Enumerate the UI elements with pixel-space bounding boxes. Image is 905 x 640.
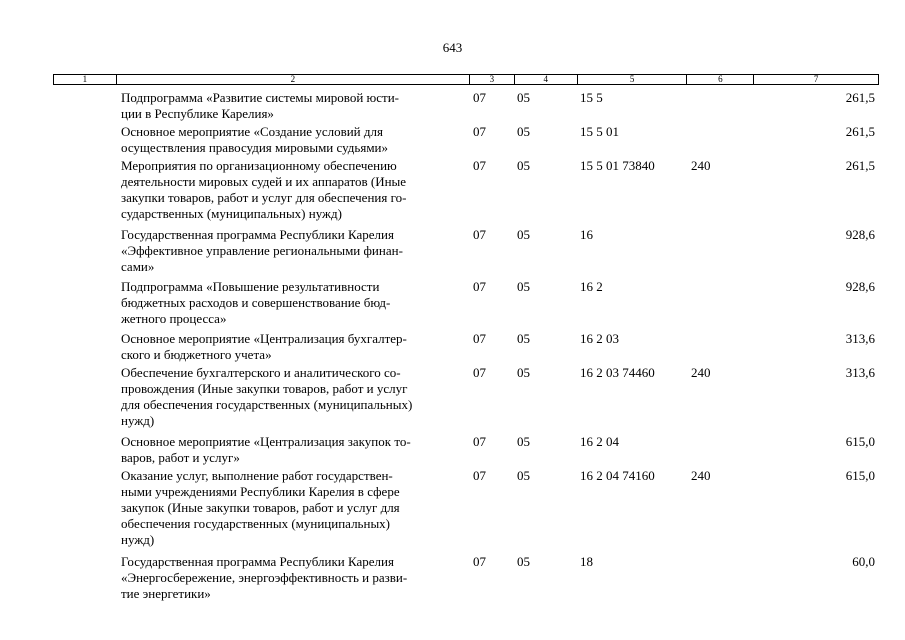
row-target-code: 18 [580,554,593,569]
row-amount: 313,6 [845,365,875,380]
row-amount: 928,6 [845,227,875,242]
row-section: 07 [473,434,486,449]
table-row [0,468,905,554]
header-col-3: 3 [470,75,515,84]
header-col-5: 5 [578,75,688,84]
row-expense-type: 240 [691,158,711,173]
row-section: 07 [473,365,486,380]
table-row [0,365,905,434]
row-description: Обеспечение бухгалтерского и аналитического со- провождения (Иные закупки товаров, работ и услуг для обеспечения государственных (муниципальных) нужд) [121,365,413,428]
header-col-7: 7 [813,74,819,84]
row-description: Основное мероприятие «Централизация закупок то- варов, работ и услуг» [121,434,411,465]
table-row [0,554,905,606]
row-subsection: 05 [517,227,530,242]
table-row [0,331,905,365]
header-col-4: 4 [515,75,578,84]
row-subsection: 05 [517,279,530,294]
row-subsection: 05 [517,365,530,380]
row-description: Подпрограмма «Повышение результативности бюджетных расходов и совершенствование бюд- жетного процесса» [121,279,391,326]
row-description: Основное мероприятие «Создание условий для осуществления правосудия мировыми судьями» [121,124,389,155]
row-section: 07 [473,90,486,105]
row-description: Мероприятия по организационному обеспечению деятельности мировых судей и их аппаратов (Иные закупки товаров, работ и услуг для обеспечения го- сударственных (муниципальных) нужд) [121,158,407,221]
page-number: 643 [442,40,463,55]
header-col-6: 6 [687,75,754,84]
row-expense-type: 240 [691,365,711,380]
row-section: 07 [473,158,486,173]
table-row [0,124,905,158]
row-section: 07 [473,554,486,569]
row-description: Государственная программа Республики Карелия «Энергосбережение, энергоэффективность и разви- тие энергетики» [121,554,408,601]
row-amount: 261,5 [845,124,875,139]
row-target-code: 15 5 01 [580,124,619,139]
row-expense-type: 240 [691,468,711,483]
row-subsection: 05 [517,554,530,569]
row-target-code: 15 5 01 73840 [580,158,655,173]
row-amount: 615,0 [845,434,875,449]
row-description: Подпрограмма «Развитие системы мировой юсти- ции в Республике Карелия» [121,90,400,121]
row-subsection: 05 [517,90,530,105]
row-target-code: 16 [580,227,593,242]
row-subsection: 05 [517,434,530,449]
row-description: Основное мероприятие «Централизация бухгалтер- ского и бюджетного учета» [121,331,407,362]
row-amount: 928,6 [845,279,875,294]
table-row [0,158,905,227]
row-target-code: 16 2 03 74460 [580,365,655,380]
row-amount: 261,5 [845,90,875,105]
row-amount: 615,0 [845,468,875,483]
row-subsection: 05 [517,158,530,173]
row-description: Оказание услуг, выполнение работ государствен- ными учреждениями Республики Карелия в сфере закупок (Иные закупки товаров, работ и услуг для обеспечения государственных (муниципальных) нужд) [121,468,400,547]
table-row [0,279,905,331]
row-target-code: 16 2 04 [580,434,619,449]
row-section: 07 [473,468,486,483]
row-section: 07 [473,124,486,139]
row-amount: 60,0 [852,554,875,569]
row-section: 07 [473,331,486,346]
table-row [0,227,905,279]
table-header [53,74,879,85]
row-section: 07 [473,227,486,242]
row-subsection: 05 [517,468,530,483]
row-amount: 261,5 [845,158,875,173]
table-body [0,90,905,606]
row-target-code: 15 5 [580,90,603,105]
row-section: 07 [473,279,486,294]
row-description: Государственная программа Республики Карелия «Эффективное управление региональными финан- сами» [121,227,403,274]
row-target-code: 16 2 04 74160 [580,468,655,483]
header-col-2: 2 [117,75,470,84]
row-target-code: 16 2 [580,279,603,294]
header-col-1: 1 [54,75,117,84]
row-target-code: 16 2 03 [580,331,619,346]
row-subsection: 05 [517,331,530,346]
table-row [0,434,905,468]
row-subsection: 05 [517,124,530,139]
row-amount: 313,6 [845,331,875,346]
table-row [0,90,905,124]
